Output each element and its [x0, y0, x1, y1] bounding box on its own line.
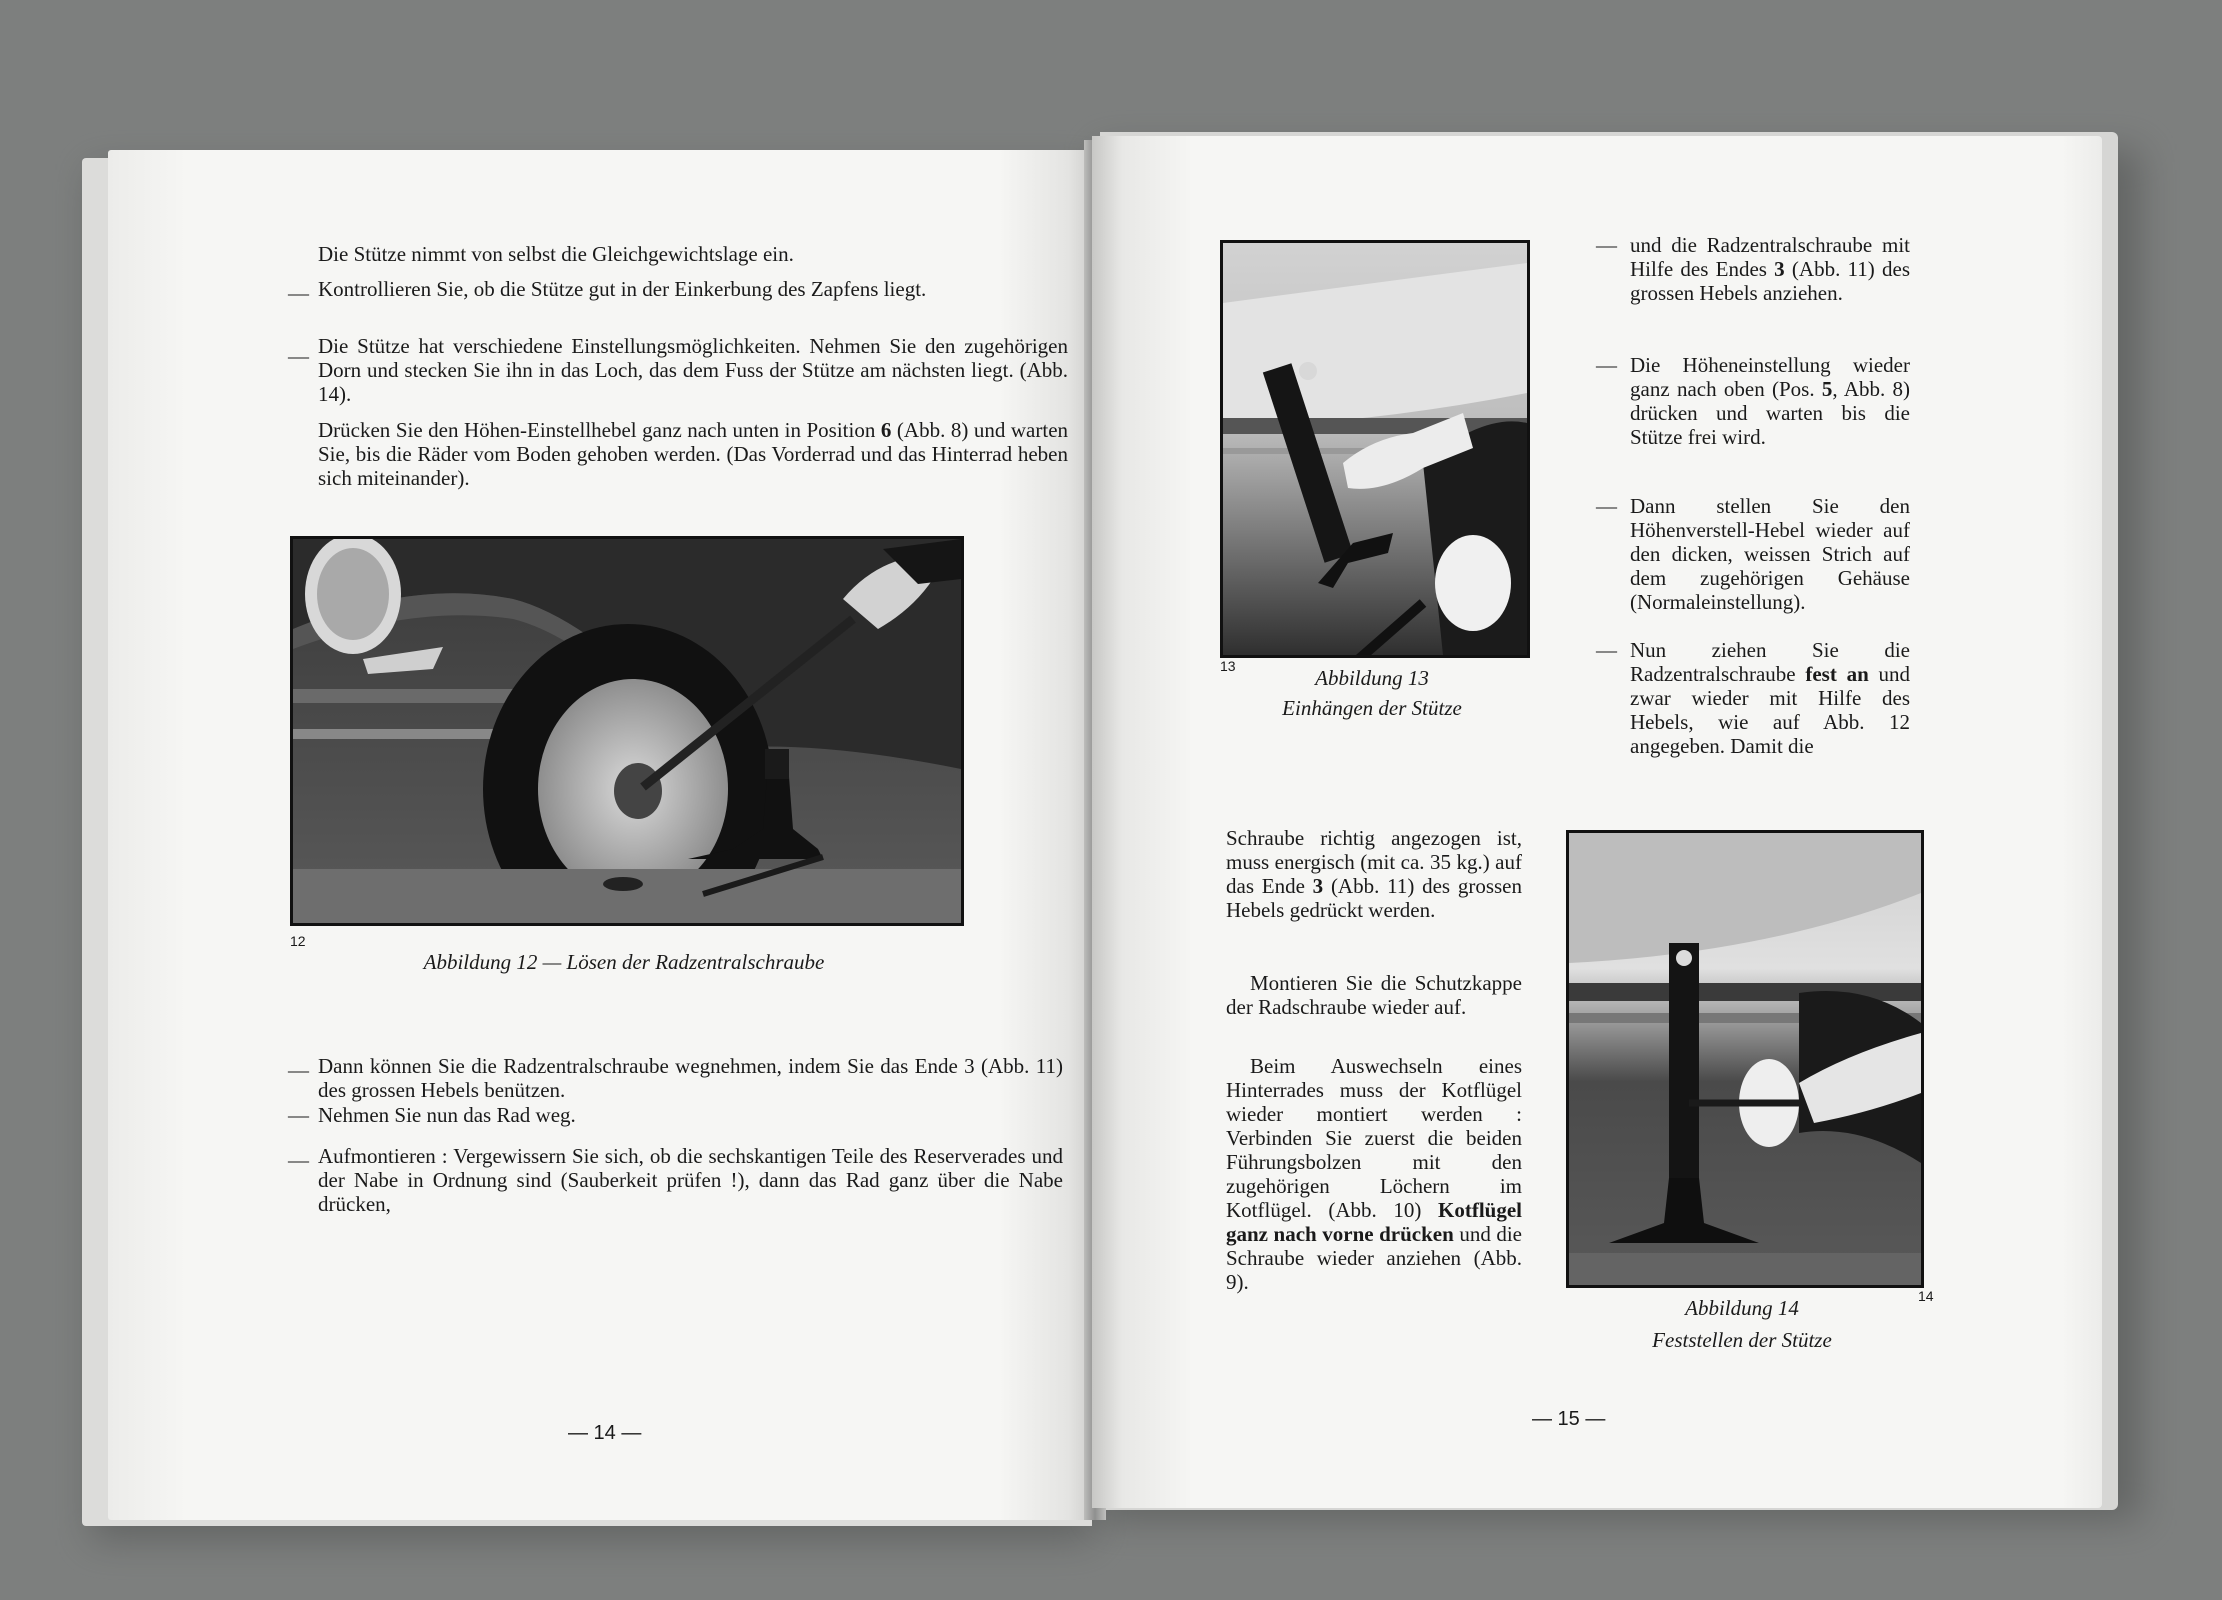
right-page	[1092, 136, 2102, 1508]
paragraph-screw-force: Schraube richtig angezogen ist, muss energisch (mit ca. 35 kg.) auf das Ende 3 (Abb. 11) des grossen Hebels gedrückt werden.	[1226, 826, 1522, 922]
figure-12-caption: Abbildung 12 — Lösen der Radzentralschraube	[423, 950, 825, 974]
figure-14-photo	[1566, 830, 1924, 1288]
bullet-dash: —	[288, 281, 309, 305]
figure-14-number: 14	[1918, 1288, 1934, 1304]
bullet-dash: —	[288, 1058, 309, 1082]
bullet-tighten-firmly: Nun ziehen Sie die Radzentralschraube fest an und zwar wieder mit Hilfe des Hebels, wie auf Abb. 12 angegeben. Damit die	[1630, 638, 1910, 758]
paragraph-rear-wheel: Beim Auswechseln eines Hinterrades muss der Kotflügel wieder montiert werden : Verbinden Sie zuerst die beiden Führungsbolzen mit den zugehörigen Löchern im Kotflügel. (Abb. 10) Kotflügel ganz nach vorne drücken und die Schraube wieder anziehen (Abb. 9).	[1226, 1054, 1522, 1294]
figure-12-number: 12	[290, 933, 306, 949]
paragraph-lift: Drücken Sie den Höhen-Einstellhebel ganz nach unten in Position 6 (Abb. 8) und warten Sie, bis die Räder vom Boden gehoben werden. (Das Vorderrad und das Hinterrad heben sich miteinander).	[318, 418, 1069, 490]
figure-14-caption-title: Abbildung 14	[1685, 1296, 1799, 1320]
bullet-check-support: Kontrollieren Sie, ob die Stütze gut in der Einkerbung des Zapfens liegt.	[318, 277, 927, 301]
figure-12-photo	[290, 536, 964, 926]
bullet-dash: —	[1596, 638, 1617, 662]
figure-13-photo	[1220, 240, 1530, 658]
bullet-remove-screw: Dann können Sie die Radzentralschraube wegnehmen, indem Sie das Ende 3 (Abb. 11) des grossen Hebels benützen.	[318, 1054, 1063, 1102]
paragraph-cap: Montieren Sie die Schutzkappe der Radschraube wieder auf.	[1226, 971, 1522, 1019]
bullet-dash: —	[1596, 233, 1617, 257]
bullet-dash: —	[1596, 353, 1617, 377]
figure-13-number: 13	[1220, 658, 1236, 674]
left-page	[108, 150, 1098, 1520]
bullet-dash: —	[288, 1148, 309, 1172]
bullet-dash: —	[1596, 494, 1617, 518]
figure-13-caption-text: Einhängen der Stütze	[1282, 696, 1462, 720]
figure-14-caption-text: Feststellen der Stütze	[1652, 1328, 1832, 1352]
bullet-remove-wheel: Nehmen Sie nun das Rad weg.	[318, 1103, 576, 1127]
page-number-left: — 14 —	[568, 1422, 642, 1444]
paragraph-balance: Die Stütze nimmt von selbst die Gleichgewichtslage ein.	[318, 242, 794, 266]
page-number-right: — 15 —	[1532, 1408, 1606, 1430]
bullet-normal-setting: Dann stellen Sie den Höhenverstell-Hebel wieder auf den dicken, weissen Strich auf dem zugehörigen Gehäuse (Normaleinstellung).	[1630, 494, 1910, 614]
bullet-dash: —	[288, 1103, 309, 1127]
bullet-tighten-screw: und die Radzentralschraube mit Hilfe des Endes 3 (Abb. 11) des grossen Hebels anziehen.	[1630, 233, 1910, 305]
bullet-height-up: Die Höheneinstellung wieder ganz nach oben (Pos. 5, Abb. 8) drücken und warten bis die Stütze frei wird.	[1630, 353, 1911, 449]
figure-13-caption-title: Abbildung 13	[1315, 666, 1429, 690]
bullet-settings: Die Stütze hat verschiedene Einstellungsmöglichkeiten. Nehmen Sie den zugehörigen Dorn und stecken Sie ihn in das Loch, das dem Fuss der Stütze am nächsten liegt. (Abb. 14).	[318, 334, 1068, 406]
bullet-dash: —	[288, 344, 309, 368]
bullet-mount: Aufmontieren : Vergewissern Sie sich, ob die sechskantigen Teile des Reserverades und der Nabe in Ordnung sind (Sauberkeit prüfen !), dann das Rad ganz über die Nabe drücken,	[318, 1144, 1063, 1216]
